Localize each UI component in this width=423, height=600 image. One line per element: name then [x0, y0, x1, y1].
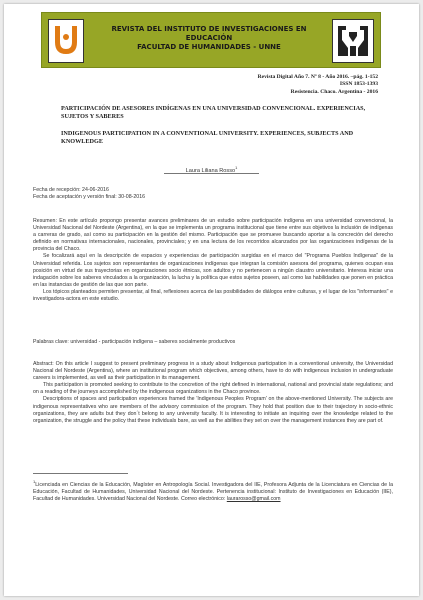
title-english: INDIGENOUS PARTICIPATION IN A CONVENTIONAL UNIVERSITY. EXPERIENCES, SUBJECTS AND KNOWLEDGE: [61, 130, 354, 145]
unne-logo-icon: [48, 19, 84, 63]
author-underline: [164, 173, 259, 174]
publication-line1: Revista Digital Año 7. Nº 8 - Año 2016. –pág. 1-152: [257, 74, 378, 80]
resumen: [33, 218, 393, 303]
publication-info: [258, 74, 378, 96]
footnote: [33, 478, 393, 503]
issn: ISSN 1853-1393: [339, 81, 378, 88]
dates: [33, 187, 393, 201]
footnote-separator: [33, 473, 128, 474]
publication-place: Resistencia. Chaco. Argentina - 2016: [290, 88, 378, 95]
institute-logo-icon: [332, 19, 374, 63]
footnote-text: Licenciada en Ciencias de la Educación, Magíster en Antropología Social. Investigadora del IIE, Profesora Adjunta de la Licenciatura en Ciencias de la Educación, Facultad de Humanidades, Universidad Nacional del Nordeste. Pertenencia institucional: Instituto de Investigaciones en Educación (IIE), Facultad de Humanidades. Universidad Nacional del Nordeste. Correo electrónico:: [33, 481, 393, 502]
received-date: Fecha de recepción: 24-06-2016: [33, 187, 109, 193]
resumen-paragraph: Los tópicos planteados permiten presentar, al final, reflexiones acerca de las posibilidades de diálogos entre culturas, y el lugar de los "informantes" e investigadora-actora en este estudio.: [33, 288, 393, 303]
footnote-mark: 1: [33, 479, 36, 484]
keywords: Palabras clave: universidad - participación indígena – saberes socialmente productivos: [33, 339, 236, 345]
abstract: [33, 361, 393, 425]
abstract-paragraph: Descriptions of spaces and participation experiences framed the 'Indigenous Peoples Program' on the above-mentioned University. The subjects are indigenous representatives who are members of the advisory commission of the program. They hold that position due to their trajectory in socio-ethnic organizations, they are adults but they don´t belong to any university faculty. It is interesting to initiate an inquiring over the knowledge related to the organization, the struggle and the policy that these individuals bare, as well as the abilities they set on over the management instances they are part of.: [33, 396, 393, 424]
title-spanish: PARTICIPACIÓN DE ASESORES INDÍGENAS EN UNA UNIVERSIDAD CONVENCIONAL. EXPERIENCIAS, SUJETOS Y SABERES: [61, 105, 366, 120]
accepted-date: Fecha de aceptación y versión final: 30-08-2016: [33, 194, 146, 201]
journal-banner: [41, 12, 381, 68]
banner-title-line2: FACULTAD DE HUMANIDADES - UNNE: [137, 43, 281, 51]
abstract-paragraph: This participation is promoted seeking to contribute to the concretion of the right defined in international, national and provincial state regulations; and on a reading of the journeys accomplished by the indigenous organizations in the Chaco province.: [33, 382, 393, 396]
abstract-paragraph: Abstract: On this article I suggest to present preliminary progress in a study about Indigenous participation in a conventional university, the Universidad Nacional del Nordeste (Argentina), where an institutional program which objectives, among others, have to do with indigenous inclusion in undergraduate careers is implemented, as well as their participation in its management.: [33, 361, 393, 382]
resumen-paragraph: Resumen: En este artículo propongo presentar avances preliminares de un estudio sobre participación indígena en una universidad convencional, la Universidad Nacional del Nordeste (Argentina), en la que se implementa un programa institucional que tiene entre sus objetivos la inclusión de indígenas a carreras de grado, así como su participación en la gestión del mismo. Participación que se promueve buscando aportar a la concreción del derecho definido en normativas internacionales, nacionales, provinciales; y en una lectura de los recorridos alcanzados por las organizaciones indígenas de la provincia del Chaco.: [33, 218, 393, 253]
author-name: Laura Liliana Rosso: [185, 167, 236, 174]
banner-title-line1: REVISTA DEL INSTITUTO DE INVESTIGACIONES EN EDUCACIÓN: [111, 25, 307, 42]
document-page: [4, 4, 419, 596]
banner-title: [94, 25, 324, 52]
resumen-paragraph: Se focalizará aquí en la descripción de espacios y experiencias de participación surgidas en el marco del "Programa Pueblos Indígenas" de la Universidad referida. Los sujetos son representantes de organizaciones indígenas que integran la comisión asesora del programa, quienes ocupan esa posición en virtud de sus trayectorias en organizaciones socio étnicas, son adultos y no pertenecen a ningún claustro universitario. Interesa iniciar una indagación sobre los saberes vinculados a la organización, la lucha y la política que estos sujetos poseen, así como las habilidades que ponen en práctica en las instancias de gestión de las que son parte.: [33, 253, 393, 288]
author-footnote-mark: 1: [235, 165, 238, 170]
author-email-link[interactable]: laurarosso@gmail.com: [226, 495, 281, 502]
